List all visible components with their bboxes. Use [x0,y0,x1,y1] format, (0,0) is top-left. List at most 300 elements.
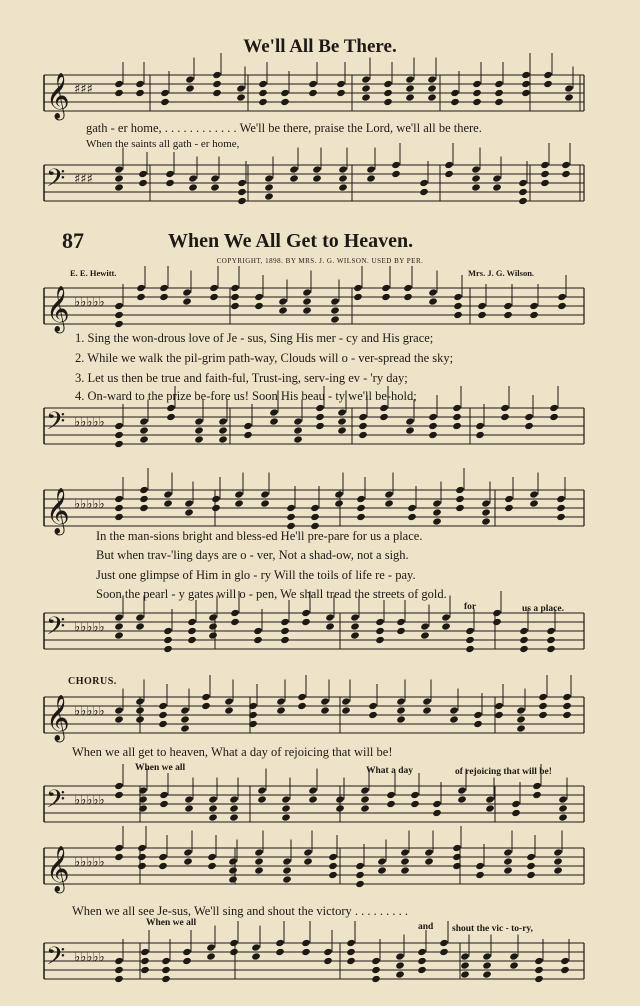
note-head [234,499,244,507]
note-head [518,179,528,187]
note-head [315,422,325,430]
note-head [323,957,333,965]
note-head [114,844,124,852]
note-head [206,952,216,960]
note-head [315,404,325,412]
note-head [358,431,368,439]
note-head [308,795,318,803]
note-head [280,627,290,635]
flat-key-icon: ♭♭♭♭♭ [74,415,105,430]
verse-1-line-2: In the man-sions bright and bless-ed He'll pre-pare for us a place. [96,529,423,543]
note-head [280,618,290,626]
note-head [500,404,510,412]
note-head [549,404,559,412]
note-head [350,631,360,639]
note-head [549,413,559,421]
note-head [184,795,194,803]
note-head [218,435,228,443]
note-head [453,293,463,301]
note-head [264,174,274,182]
note-head [546,636,556,644]
note-head [481,508,491,516]
note-head [163,627,173,635]
note-head [427,75,437,83]
bass-echo-place: us a place. [522,604,564,614]
bass-echo-for: for [464,602,477,612]
note-head [138,170,148,178]
note-head [511,800,521,808]
note-head [334,490,344,498]
note-head [558,795,568,803]
note-head [516,715,526,723]
note-head [371,975,381,983]
bass-clef-icon: 𝄢 [46,612,66,647]
note-head [159,800,169,808]
note-head [375,636,385,644]
note-head [453,311,463,319]
note-head [460,961,470,969]
note-head [560,966,570,974]
note-head [212,71,222,79]
note-head [473,711,483,719]
note-head [315,413,325,421]
note-head [556,504,566,512]
note-head [139,426,149,434]
note-head [494,80,504,88]
chorus-line-1-bass-b: What a day [366,766,413,776]
note-head [229,813,239,821]
note-head [224,697,234,705]
note-head [341,697,351,705]
note-head [518,197,528,205]
note-head [182,297,192,305]
note-head [485,795,495,803]
note-head [346,939,356,947]
note-head [275,939,285,947]
note-head [293,435,303,443]
note-head [182,957,192,965]
note-head [424,857,434,865]
note-head [494,89,504,97]
note-head [519,627,529,635]
note-head [114,165,124,173]
note-head [276,697,286,705]
hymn-87-title: When We All Get to Heaven. [168,230,414,252]
note-head [519,645,529,653]
note-head [257,786,267,794]
flat-key-icon: ♭♭♭♭♭ [74,295,105,310]
note-head [301,609,311,617]
hymn-86-title: We'll All Be There. [243,36,397,57]
note-head [361,93,371,101]
note-head [427,93,437,101]
note-head [158,702,168,710]
note-head [158,862,168,870]
note-head [396,706,406,714]
note-head [395,970,405,978]
note-head [532,791,542,799]
note-head [475,431,485,439]
note-head [526,853,536,861]
note-head [375,627,385,635]
note-head [310,522,320,530]
note-heads [114,53,574,983]
note-head [229,795,239,803]
note-head [509,961,519,969]
note-head [159,284,169,292]
verse-1-line-1: 1. Sing the won-drous love of Je - sus, Sing His mer - cy and His grace; [75,331,434,345]
note-head [209,284,219,292]
note-head [297,693,307,701]
hymn-86-lyric-alt: When the saints all gath - er home, [86,138,240,150]
note-head [556,513,566,521]
note-head [519,636,529,644]
note-head [562,702,572,710]
note-head [180,724,190,732]
note-head [356,495,366,503]
note-head [161,975,171,983]
note-head [269,408,279,416]
note-head [524,413,534,421]
note-head [546,645,556,653]
note-head [237,179,247,187]
note-head [516,706,526,714]
note-head [557,293,567,301]
note-head [328,871,338,879]
verse-2-line-2: But when trav-'ling days are o - ver, Not a shad-ow, not a sigh. [96,548,409,562]
note-head [400,848,410,856]
note-head [140,948,150,956]
note-head [163,645,173,653]
note-head [543,71,553,79]
note-head [355,871,365,879]
note-head [212,80,222,88]
note-head [546,627,556,635]
note-head [417,966,427,974]
note-head [218,426,228,434]
note-head [140,966,150,974]
note-head [282,857,292,865]
note-head [521,80,531,88]
note-head [465,636,475,644]
note-head [282,875,292,883]
note-head [368,711,378,719]
note-head [407,513,417,521]
note-head [158,711,168,719]
note-head [400,866,410,874]
note-head [228,857,238,865]
note-head [521,71,531,79]
note-head [158,720,168,728]
note-head [254,848,264,856]
note-head [201,693,211,701]
note-head [185,75,195,83]
verse-2-line-1: 2. While we walk the pil-grim path-way, Clouds will o - ver-spread the sky; [75,351,454,365]
verse-4-line-2: Soon the pearl - y gates will o - pen, We shall tread the streets of gold. [96,587,447,601]
note-head [432,508,442,516]
note-head [494,98,504,106]
note-head [337,408,347,416]
note-head [336,80,346,88]
note-head [383,80,393,88]
note-head [529,311,539,319]
note-head [160,98,170,106]
note-head [561,161,571,169]
note-head [184,499,194,507]
note-head [276,706,286,714]
chorus-label: CHORUS. [68,676,117,687]
note-head [135,697,145,705]
note-head [432,517,442,525]
note-head [427,84,437,92]
note-head [504,504,514,512]
note-head [371,957,381,965]
note-head [475,871,485,879]
note-head [526,871,536,879]
note-head [428,288,438,296]
note-head [114,631,124,639]
note-head [334,499,344,507]
note-head [163,636,173,644]
note-head [391,170,401,178]
note-head [346,948,356,956]
note-head [475,862,485,870]
note-head [137,862,147,870]
note-head [310,513,320,521]
note-head [308,89,318,97]
note-head [114,422,124,430]
bass-clef-icon: 𝄢 [46,407,66,442]
verse-3-line-2: Just one glimpse of Him in glo - ry Will the toils of life re - pay. [96,568,416,582]
note-head [553,857,563,865]
note-head [114,440,124,448]
note-head [441,622,451,630]
note-head [254,857,264,865]
note-head [325,613,335,621]
note-head [183,857,193,865]
note-head [396,697,406,705]
note-head [254,866,264,874]
note-head [211,504,221,512]
note-head [184,804,194,812]
note-head [293,417,303,425]
note-head [532,782,542,790]
verse-3-line-1: 3. Let us then be true and faith-ful, Trust-ing, serv-ing ev - 'ry day; [75,371,408,385]
note-head [114,715,124,723]
note-head [281,813,291,821]
chorus-line-2-bass-a: When we all [146,918,197,928]
note-head [323,948,333,956]
note-head [320,706,330,714]
note-head [360,786,370,794]
note-head [282,866,292,874]
note-head [477,311,487,319]
note-head [280,89,290,97]
note-head [494,702,504,710]
note-head [280,636,290,644]
note-head [562,693,572,701]
note-head [509,952,519,960]
note-head [297,702,307,710]
note-head [473,720,483,728]
note-head [360,795,370,803]
note-head [114,706,124,714]
note-head [386,791,396,799]
note-head [320,697,330,705]
note-head [188,174,198,182]
note-head [165,179,175,187]
note-head [419,179,429,187]
note-head [251,952,261,960]
note-head [540,161,550,169]
note-head [560,957,570,965]
note-head [381,293,391,301]
note-head [236,93,246,101]
note-head [450,98,460,106]
chorus-line-1-bass-c: of rejoicing that will be! [455,767,552,777]
note-head [275,948,285,956]
note-head [562,711,572,719]
note-head [379,404,389,412]
note-head [289,174,299,182]
note-head [400,857,410,865]
note-head [260,499,270,507]
bass-clef-icon: 𝄢 [46,164,66,199]
note-head [312,174,322,182]
note-head [410,800,420,808]
note-head [136,293,146,301]
note-head [395,952,405,960]
note-head [521,89,531,97]
note-head [360,804,370,812]
note-head [237,188,247,196]
note-head [449,715,459,723]
note-head [335,804,345,812]
note-head [185,84,195,92]
note-head [229,939,239,947]
note-head [303,857,313,865]
flat-key-icon: ♭♭♭♭♭ [74,950,105,965]
treble-clef-icon: 𝄞 [46,846,70,892]
note-head [114,957,124,965]
note-head [138,179,148,187]
chorus-line-1: When we all get to heaven, What a day of rejoicing that will be! [72,745,393,759]
note-head [503,848,513,856]
hymn-86-lyric-main: gath - er home, . . . . . . . . . . . . We'll be there, praise the Lord, we'll all be there. [86,121,482,135]
note-head [556,495,566,503]
note-head [243,422,253,430]
note-head [432,499,442,507]
note-head [492,609,502,617]
note-head [114,613,124,621]
note-head [503,866,513,874]
note-head [264,183,274,191]
note-head [136,284,146,292]
note-head [492,618,502,626]
note-head [201,702,211,710]
flat-key-icon: ♭♭♭♭♭ [74,704,105,719]
note-head [229,948,239,956]
note-head [358,413,368,421]
note-head [391,161,401,169]
treble-clef-icon: 𝄞 [46,488,70,534]
note-head [135,80,145,88]
lyricist: E. E. Hewitt. [70,268,117,278]
sharp-key-icon: ♯♯♯ [74,82,93,97]
note-head [210,183,220,191]
note-head [424,848,434,856]
note-head [337,426,347,434]
note-head [208,804,218,812]
note-head [375,618,385,626]
note-head [139,486,149,494]
note-head [396,715,406,723]
note-head [471,174,481,182]
note-head [518,188,528,196]
note-head [529,499,539,507]
note-head [422,706,432,714]
note-head [328,853,338,861]
note-head [428,422,438,430]
note-head [482,952,492,960]
note-head [511,809,521,817]
note-head [166,413,176,421]
note-head [405,426,415,434]
note-head [504,495,514,503]
note-head [264,192,274,200]
note-head [482,961,492,969]
note-head [187,618,197,626]
note-head [286,513,296,521]
note-head [218,417,228,425]
note-head [481,517,491,525]
note-head [114,495,124,503]
note-head [564,93,574,101]
note-head [407,504,417,512]
note-head [377,857,387,865]
note-head [230,618,240,626]
note-head [403,293,413,301]
note-head [475,422,485,430]
note-head [281,795,291,803]
note-head [444,170,454,178]
note-head [180,706,190,714]
note-head [137,844,147,852]
note-head [396,618,406,626]
clef-symbols [46,73,105,977]
note-head [229,804,239,812]
chorus-line-1-bass-a: When we all [135,763,186,773]
note-head [477,302,487,310]
note-head [253,636,263,644]
note-head [330,306,340,314]
note-head [336,89,346,97]
note-head [529,302,539,310]
note-head [472,89,482,97]
note-head [558,804,568,812]
note-head [452,404,462,412]
note-head [293,426,303,434]
note-head [503,311,513,319]
note-head [561,170,571,178]
note-head [471,165,481,173]
note-head [405,417,415,425]
note-head [338,165,348,173]
note-head [453,302,463,310]
note-head [449,706,459,714]
note-head [538,693,548,701]
note-head [538,711,548,719]
